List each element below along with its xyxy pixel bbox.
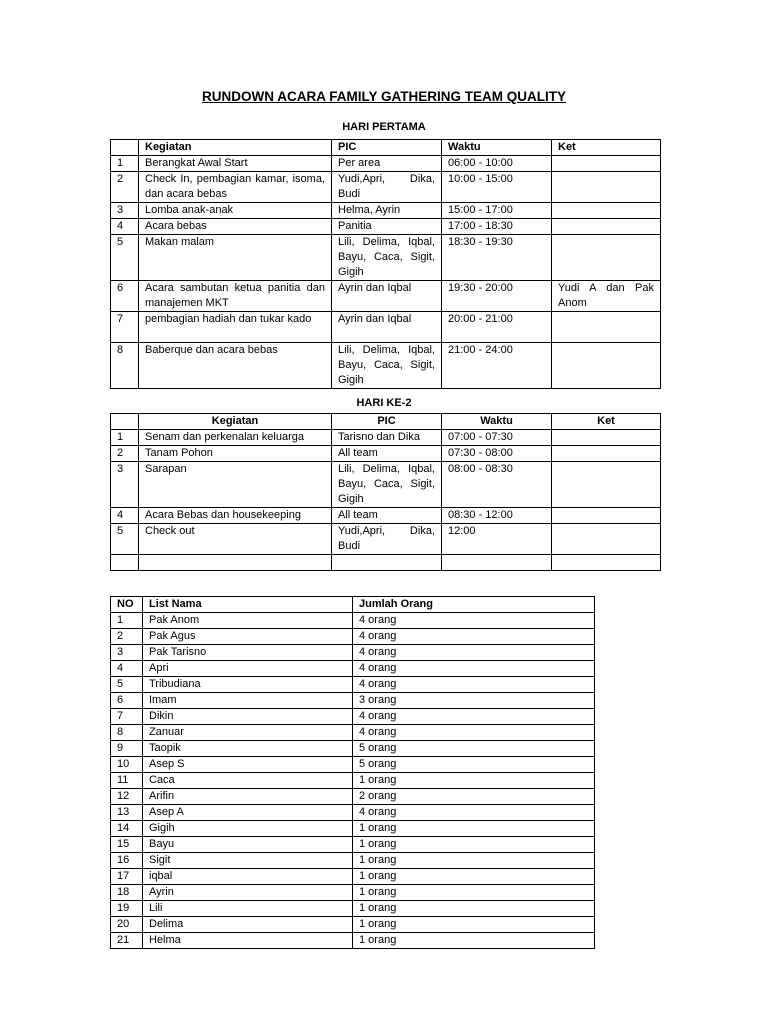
table-row bbox=[111, 172, 661, 203]
cell-jumlah: 1 orang bbox=[353, 901, 595, 917]
cell-no: 12 bbox=[111, 789, 143, 805]
cell-pic: Tarisno dan Dika bbox=[332, 430, 442, 446]
cell-nama: Dikin bbox=[143, 709, 353, 725]
cell-jumlah: 3 orang bbox=[353, 693, 595, 709]
cell-nama: Gigih bbox=[143, 821, 353, 837]
header-waktu: Waktu bbox=[442, 414, 552, 430]
cell-waktu: 07:00 - 07:30 bbox=[442, 430, 552, 446]
cell-pic: Yudi,Apri, Dika, Budi bbox=[332, 524, 442, 555]
cell-no: 8 bbox=[111, 725, 143, 741]
cell-no: 5 bbox=[111, 524, 139, 555]
table-row bbox=[111, 235, 661, 281]
cell-no: 5 bbox=[111, 235, 139, 281]
cell-no: 13 bbox=[111, 805, 143, 821]
cell-pic: Ayrin dan Iqbal bbox=[332, 312, 442, 343]
header-no bbox=[111, 414, 139, 430]
table-row bbox=[111, 312, 661, 343]
cell-jumlah: 4 orang bbox=[353, 805, 595, 821]
cell-no: 7 bbox=[111, 312, 139, 343]
table-row bbox=[111, 821, 595, 837]
cell-no: 10 bbox=[111, 757, 143, 773]
cell-jumlah: 1 orang bbox=[353, 933, 595, 949]
cell-kegiatan: Acara Bebas dan housekeeping bbox=[139, 508, 332, 524]
table-row bbox=[111, 430, 661, 446]
table-row bbox=[111, 885, 595, 901]
cell-jumlah: 1 orang bbox=[353, 821, 595, 837]
cell-nama: Pak Tarisno bbox=[143, 645, 353, 661]
cell-waktu: 10:00 - 15:00 bbox=[442, 172, 552, 203]
cell-no: 1 bbox=[111, 156, 139, 172]
cell-kegiatan: Baberque dan acara bebas bbox=[139, 343, 332, 389]
cell-jumlah: 4 orang bbox=[353, 709, 595, 725]
cell-no: 9 bbox=[111, 741, 143, 757]
cell-no: 18 bbox=[111, 885, 143, 901]
cell-nama: Pak Anom bbox=[143, 613, 353, 629]
cell-pic: Lili, Delima, Iqbal, Bayu, Caca, Sigit, Gigih bbox=[332, 462, 442, 508]
cell-no: 11 bbox=[111, 773, 143, 789]
cell-nama: Tribudiana bbox=[143, 677, 353, 693]
header-kegiatan: Kegiatan bbox=[139, 414, 332, 430]
cell-no: 4 bbox=[111, 219, 139, 235]
table-row bbox=[111, 805, 595, 821]
cell-ket bbox=[552, 156, 661, 172]
table-row bbox=[111, 789, 595, 805]
cell-ket bbox=[552, 462, 661, 508]
cell-no: 3 bbox=[111, 203, 139, 219]
day2-header-row bbox=[111, 414, 661, 430]
cell-ket bbox=[552, 172, 661, 203]
day1-table bbox=[110, 139, 661, 389]
cell-waktu: 18:30 - 19:30 bbox=[442, 235, 552, 281]
cell-no: 1 bbox=[111, 430, 139, 446]
cell-nama: Asep A bbox=[143, 805, 353, 821]
cell-no: 1 bbox=[111, 613, 143, 629]
cell-nama: Asep S bbox=[143, 757, 353, 773]
header-list-nama: List Nama bbox=[143, 597, 353, 613]
table-row bbox=[111, 343, 661, 389]
cell-ket bbox=[552, 508, 661, 524]
cell-kegiatan: Acara sambutan ketua panitia dan manajemen MKT bbox=[139, 281, 332, 312]
cell-jumlah: 5 orang bbox=[353, 741, 595, 757]
cell-kegiatan: Makan malam bbox=[139, 235, 332, 281]
cell-jumlah: 1 orang bbox=[353, 885, 595, 901]
day2-heading: HARI KE-2 bbox=[356, 397, 412, 409]
cell-ket bbox=[552, 343, 661, 389]
cell-jumlah: 4 orang bbox=[353, 725, 595, 741]
cell-kegiatan: Check out bbox=[139, 524, 332, 555]
cell-no: 16 bbox=[111, 853, 143, 869]
header-ket: Ket bbox=[552, 140, 661, 156]
cell-no: 4 bbox=[111, 508, 139, 524]
cell-nama: Imam bbox=[143, 693, 353, 709]
day2-table bbox=[110, 413, 661, 571]
table-row bbox=[111, 219, 661, 235]
cell-jumlah: 4 orang bbox=[353, 677, 595, 693]
cell-no: 4 bbox=[111, 661, 143, 677]
cell-ket bbox=[552, 219, 661, 235]
cell-no: 14 bbox=[111, 821, 143, 837]
cell-jumlah: 4 orang bbox=[353, 629, 595, 645]
header-kegiatan: Kegiatan bbox=[139, 140, 332, 156]
cell-no: 6 bbox=[111, 281, 139, 312]
cell-nama: Arifin bbox=[143, 789, 353, 805]
cell-no: 19 bbox=[111, 901, 143, 917]
cell-waktu bbox=[442, 555, 552, 571]
table-row bbox=[111, 757, 595, 773]
header-no bbox=[111, 140, 139, 156]
table-row bbox=[111, 709, 595, 725]
table-row bbox=[111, 677, 595, 693]
table-row bbox=[111, 613, 595, 629]
table-row bbox=[111, 524, 661, 555]
table-row bbox=[111, 156, 661, 172]
cell-ket: Yudi A dan Pak Anom bbox=[552, 281, 661, 312]
cell-kegiatan: Check In, pembagian kamar, isoma, dan acara bebas bbox=[139, 172, 332, 203]
cell-no: 3 bbox=[111, 462, 139, 508]
cell-waktu: 08:00 - 08:30 bbox=[442, 462, 552, 508]
cell-nama: Bayu bbox=[143, 837, 353, 853]
cell-kegiatan bbox=[139, 555, 332, 571]
table-row bbox=[111, 933, 595, 949]
cell-jumlah: 1 orang bbox=[353, 773, 595, 789]
cell-waktu: 21:00 - 24:00 bbox=[442, 343, 552, 389]
cell-nama: Sigit bbox=[143, 853, 353, 869]
day1-header-row bbox=[111, 140, 661, 156]
cell-kegiatan: pembagian hadiah dan tukar kado bbox=[139, 312, 332, 343]
cell-waktu: 08:30 - 12:00 bbox=[442, 508, 552, 524]
cell-waktu: 17:00 - 18:30 bbox=[442, 219, 552, 235]
cell-jumlah: 1 orang bbox=[353, 837, 595, 853]
cell-nama: iqbal bbox=[143, 869, 353, 885]
cell-jumlah: 4 orang bbox=[353, 645, 595, 661]
cell-waktu: 15:00 - 17:00 bbox=[442, 203, 552, 219]
cell-pic bbox=[332, 555, 442, 571]
cell-pic: Panitia bbox=[332, 219, 442, 235]
table-row bbox=[111, 693, 595, 709]
table-row bbox=[111, 661, 595, 677]
cell-no: 20 bbox=[111, 917, 143, 933]
table-row bbox=[111, 508, 661, 524]
cell-no: 2 bbox=[111, 446, 139, 462]
cell-nama: Ayrin bbox=[143, 885, 353, 901]
header-pic: PIC bbox=[332, 414, 442, 430]
cell-kegiatan: Tanam Pohon bbox=[139, 446, 332, 462]
cell-kegiatan: Sarapan bbox=[139, 462, 332, 508]
header-ket: Ket bbox=[552, 414, 661, 430]
cell-ket bbox=[552, 524, 661, 555]
table-row bbox=[111, 203, 661, 219]
cell-pic: Lili, Delima, Iqbal, Bayu, Caca, Sigit, Gigih bbox=[332, 235, 442, 281]
cell-no: 7 bbox=[111, 709, 143, 725]
cell-nama: Caca bbox=[143, 773, 353, 789]
cell-pic: All team bbox=[332, 508, 442, 524]
cell-pic: Helma, Ayrin bbox=[332, 203, 442, 219]
cell-kegiatan: Acara bebas bbox=[139, 219, 332, 235]
cell-waktu: 06:00 - 10:00 bbox=[442, 156, 552, 172]
table-row bbox=[111, 917, 595, 933]
header-waktu: Waktu bbox=[442, 140, 552, 156]
names-header-row bbox=[111, 597, 595, 613]
cell-nama: Delima bbox=[143, 917, 353, 933]
table-row bbox=[111, 462, 661, 508]
cell-pic: Per area bbox=[332, 156, 442, 172]
cell-no: 5 bbox=[111, 677, 143, 693]
cell-waktu: 19:30 - 20:00 bbox=[442, 281, 552, 312]
cell-ket bbox=[552, 430, 661, 446]
cell-pic: Ayrin dan Iqbal bbox=[332, 281, 442, 312]
cell-jumlah: 5 orang bbox=[353, 757, 595, 773]
cell-pic: Yudi,Apri, Dika, Budi bbox=[332, 172, 442, 203]
table-row bbox=[111, 853, 595, 869]
cell-ket bbox=[552, 235, 661, 281]
names-table bbox=[110, 596, 595, 949]
cell-jumlah: 4 orang bbox=[353, 661, 595, 677]
cell-ket bbox=[552, 312, 661, 343]
cell-jumlah: 1 orang bbox=[353, 917, 595, 933]
cell-no: 3 bbox=[111, 645, 143, 661]
table-row bbox=[111, 446, 661, 462]
cell-no: 6 bbox=[111, 693, 143, 709]
cell-nama: Pak Agus bbox=[143, 629, 353, 645]
header-no: NO bbox=[111, 597, 143, 613]
header-jumlah-orang: Jumlah Orang bbox=[353, 597, 595, 613]
table-row bbox=[111, 281, 661, 312]
cell-ket bbox=[552, 446, 661, 462]
cell-no: 2 bbox=[111, 172, 139, 203]
cell-pic: Lili, Delima, Iqbal, Bayu, Caca, Sigit, Gigih bbox=[332, 343, 442, 389]
cell-kegiatan: Berangkat Awal Start bbox=[139, 156, 332, 172]
document-title: RUNDOWN ACARA FAMILY GATHERING TEAM QUALITY bbox=[202, 89, 566, 104]
cell-no: 8 bbox=[111, 343, 139, 389]
cell-nama: Taopik bbox=[143, 741, 353, 757]
cell-jumlah: 2 orang bbox=[353, 789, 595, 805]
cell-jumlah: 1 orang bbox=[353, 853, 595, 869]
table-row bbox=[111, 741, 595, 757]
cell-kegiatan: Senam dan perkenalan keluarga bbox=[139, 430, 332, 446]
cell-ket bbox=[552, 203, 661, 219]
cell-ket bbox=[552, 555, 661, 571]
table-row bbox=[111, 837, 595, 853]
cell-kegiatan: Lomba anak-anak bbox=[139, 203, 332, 219]
cell-pic: All team bbox=[332, 446, 442, 462]
table-row bbox=[111, 629, 595, 645]
table-row bbox=[111, 725, 595, 741]
table-row bbox=[111, 773, 595, 789]
cell-waktu: 07:30 - 08:00 bbox=[442, 446, 552, 462]
cell-nama: Zanuar bbox=[143, 725, 353, 741]
table-row bbox=[111, 645, 595, 661]
cell-no: 17 bbox=[111, 869, 143, 885]
cell-jumlah: 1 orang bbox=[353, 869, 595, 885]
cell-nama: Helma bbox=[143, 933, 353, 949]
cell-jumlah: 4 orang bbox=[353, 613, 595, 629]
cell-nama: Apri bbox=[143, 661, 353, 677]
cell-waktu: 20:00 - 21:00 bbox=[442, 312, 552, 343]
table-row bbox=[111, 901, 595, 917]
table-row-empty bbox=[111, 555, 661, 571]
cell-no: 15 bbox=[111, 837, 143, 853]
table-row bbox=[111, 869, 595, 885]
cell-nama: Lili bbox=[143, 901, 353, 917]
header-pic: PIC bbox=[332, 140, 442, 156]
cell-no: 2 bbox=[111, 629, 143, 645]
cell-no: 21 bbox=[111, 933, 143, 949]
cell-waktu: 12:00 bbox=[442, 524, 552, 555]
day1-heading: HARI PERTAMA bbox=[342, 121, 426, 133]
cell-no bbox=[111, 555, 139, 571]
